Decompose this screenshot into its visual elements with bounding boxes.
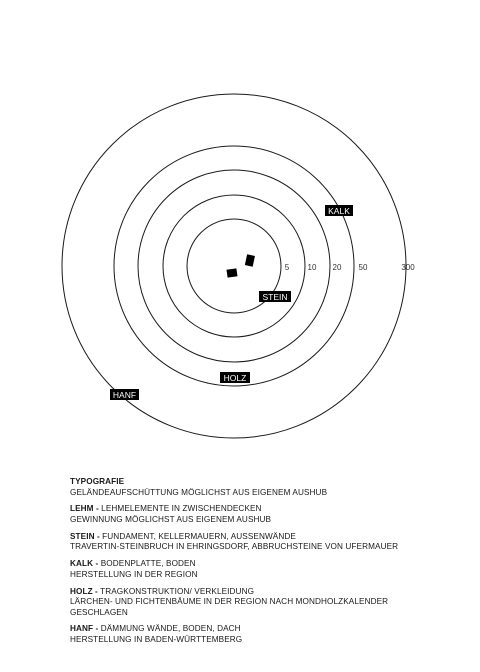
material-tag-hanf <box>110 389 139 400</box>
ring-label-50: 50 <box>358 263 368 272</box>
material-tag-stein <box>259 291 291 302</box>
legend-title-suffix: BODENPLATTE, BODEN <box>98 559 196 569</box>
legend-line: TRAVERTIN-STEINBRUCH IN EHRINGSDORF, ABBRUCHSTEINE VON UFERMAUER <box>70 542 399 552</box>
legend-entry-hanf <box>70 624 460 645</box>
material-tag-holz <box>220 372 250 383</box>
legend-line: LÄRCHEN- UND FICHTENBÄUME IN DER REGION NACH MONDHOLZKALENDER <box>70 597 389 607</box>
legend-title-suffix: LEHMELEMENTE IN ZWISCHENDECKEN <box>98 504 262 514</box>
ring-10 <box>163 195 305 337</box>
building-footprint <box>226 268 237 277</box>
material-label-holz: HOLZ <box>223 373 247 383</box>
ring-label-5: 5 <box>284 263 290 272</box>
legend-title: STEIN - <box>70 531 100 541</box>
legend-line: GEWINNUNG MÖGLICHST AUS EIGENEM AUSHUB <box>70 514 272 524</box>
legend-title: TYPOGRAFIE <box>70 477 125 486</box>
legend-entry-kalk <box>70 559 460 580</box>
ring-label-10: 10 <box>307 263 317 272</box>
ring-label-20: 20 <box>332 263 342 272</box>
legend-entry-lehm <box>70 504 460 525</box>
material-label-hanf: HANF <box>112 390 137 400</box>
legend-line: GESCHLAGEN <box>70 607 128 617</box>
legend-entry-holz <box>70 587 460 619</box>
legend-title-suffix: DÄMMUNG WÄNDE, BODEN, DACH <box>98 624 241 634</box>
legend-title-suffix: FUNDAMENT, KELLERMAUERN, AUSSENWÄNDE <box>99 531 296 541</box>
legend-title: KALK - <box>70 559 99 569</box>
ring-label-300: 300 <box>401 263 415 272</box>
ring-50 <box>114 146 354 386</box>
legend-entry-typografie <box>70 477 460 498</box>
legend-line: GELÄNDEAUFSCHÜTTUNG MÖGLICHST AUS EIGENEM AUSHUB <box>70 487 328 497</box>
legend-title: HANF - <box>70 624 99 634</box>
legend-line: HERSTELLUNG IN BADEN-WÜRTTEMBERG <box>70 635 243 645</box>
legend-title: LEHM - <box>70 504 99 514</box>
legend-line: HERSTELLUNG IN DER REGION <box>70 569 198 579</box>
legend-title: HOLZ - <box>70 586 98 596</box>
ring-20 <box>138 170 330 362</box>
material-legend <box>70 477 460 652</box>
legend-entry-stein <box>70 532 460 553</box>
building-footprint <box>245 254 255 266</box>
material-label-kalk: KALK <box>328 206 350 216</box>
legend-title-suffix: TRAGKONSTRUKTION/ VERKLEIDUNG <box>97 586 255 596</box>
material-tag-kalk <box>325 205 353 216</box>
material-label-stein: STEIN <box>262 292 288 302</box>
